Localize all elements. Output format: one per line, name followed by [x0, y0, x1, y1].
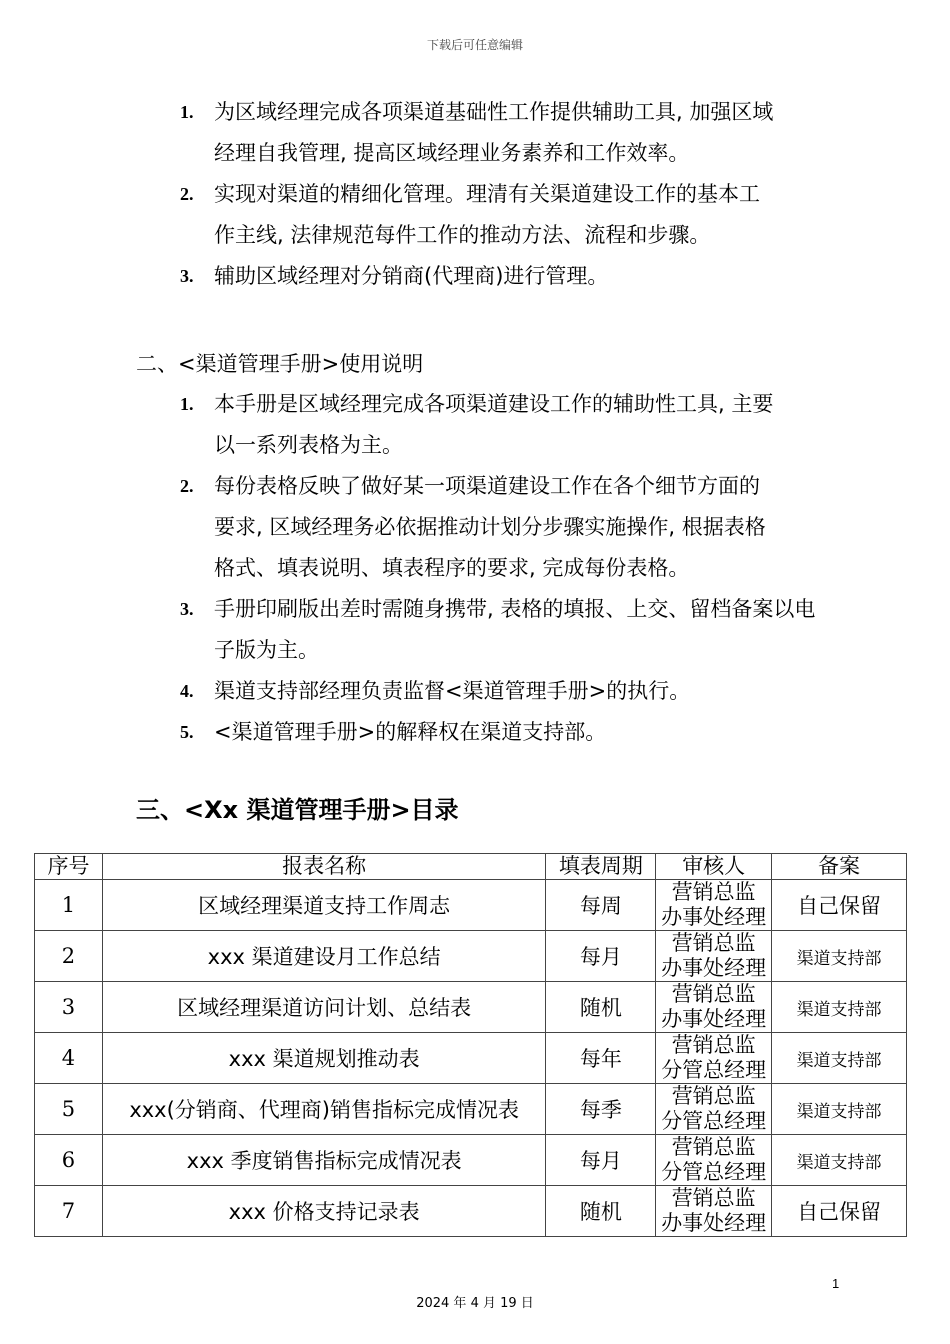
table-row [35, 1135, 907, 1186]
item-line: 渠道支持部经理负责监督<渠道管理手册>的执行。 [214, 679, 691, 703]
row-period: 每年 [546, 1033, 656, 1084]
row-name: 区域经理渠道支持工作周志 [102, 880, 545, 931]
reviewer-2: 办事处经理 [661, 1007, 767, 1031]
reviewer-2: 办事处经理 [661, 1211, 767, 1235]
item-line: 每份表格反映了做好某一项渠道建设工作在各个细节方面的 [214, 474, 760, 498]
row-reviewer [656, 931, 772, 982]
reviewer-2: 办事处经理 [661, 956, 767, 980]
row-name: xxx 价格支持记录表 [102, 1186, 545, 1237]
item-line: 以一系列表格为主。 [214, 433, 403, 457]
row-record: 渠道支持部 [772, 1033, 907, 1084]
header-no: 序号 [35, 854, 103, 880]
item-line: 辅助区域经理对分销商(代理商)进行管理。 [214, 264, 609, 288]
row-record: 自己保留 [772, 1186, 907, 1237]
page-number: 1 [832, 1276, 840, 1291]
item-line: 实现对渠道的精细化管理。理清有关渠道建设工作的基本工 [214, 182, 760, 206]
item-number: 3. [180, 266, 194, 286]
reviewer-1: 营销总监 [671, 982, 756, 1006]
item-line: 手册印刷版出差时需随身携带, 表格的填报、上交、留档备案以电 [214, 597, 816, 621]
row-record: 自己保留 [772, 880, 907, 931]
section-2-title: 二、<渠道管理手册>使用说明 [136, 352, 424, 376]
row-period: 随机 [546, 1186, 656, 1237]
row-period: 每周 [546, 880, 656, 931]
row-record: 渠道支持部 [772, 1135, 907, 1186]
item-number: 1. [180, 102, 194, 122]
list-item [180, 589, 880, 671]
list-item [180, 384, 880, 466]
row-record: 渠道支持部 [772, 931, 907, 982]
item-line: 为区域经理完成各项渠道基础性工作提供辅助工具, 加强区域 [214, 100, 774, 124]
row-reviewer [656, 880, 772, 931]
row-reviewer [656, 1084, 772, 1135]
row-period: 随机 [546, 982, 656, 1033]
row-period: 每月 [546, 931, 656, 982]
list-item [180, 174, 880, 256]
table-row [35, 1084, 907, 1135]
row-name: xxx 季度销售指标完成情况表 [102, 1135, 545, 1186]
table-row [35, 1033, 907, 1084]
item-number: 5. [180, 722, 194, 742]
item-line: <渠道管理手册>的解释权在渠道支持部。 [214, 720, 607, 744]
row-no: 5 [35, 1084, 103, 1135]
page-header: 下载后可任意编辑 [426, 38, 523, 52]
reviewer-1: 营销总监 [671, 1084, 756, 1108]
row-no: 7 [35, 1186, 103, 1237]
reviewer-2: 办事处经理 [661, 905, 767, 929]
directory-table [34, 853, 907, 1237]
row-period: 每季 [546, 1084, 656, 1135]
row-reviewer [656, 1186, 772, 1237]
item-line: 经理自我管理, 提高区域经理业务素养和工作效率。 [214, 141, 690, 165]
row-reviewer [656, 1135, 772, 1186]
page-footer-date: 2024 年 4 月 19 日 [416, 1296, 534, 1311]
reviewer-1: 营销总监 [671, 1135, 756, 1159]
list-item [180, 671, 880, 712]
reviewer-2: 分管总经理 [661, 1160, 767, 1184]
item-line: 格式、填表说明、填表程序的要求, 完成每份表格。 [214, 556, 690, 580]
row-no: 2 [35, 931, 103, 982]
item-line: 作主线, 法律规范每件工作的推动方法、流程和步骤。 [214, 223, 711, 247]
header-period: 填表周期 [546, 854, 656, 880]
item-line: 子版为主。 [214, 638, 319, 662]
row-reviewer [656, 982, 772, 1033]
row-reviewer [656, 1033, 772, 1084]
list-item [180, 712, 880, 753]
reviewer-2: 分管总经理 [661, 1058, 767, 1082]
header-reviewer: 审核人 [656, 854, 772, 880]
list-item [180, 92, 880, 174]
section-3-title: 三、<Xx 渠道管理手册>目录 [136, 796, 459, 824]
table-row [35, 931, 907, 982]
row-period: 每月 [546, 1135, 656, 1186]
table-row [35, 880, 907, 931]
reviewer-1: 营销总监 [671, 1186, 756, 1210]
item-number: 2. [180, 476, 194, 496]
row-record: 渠道支持部 [772, 1084, 907, 1135]
row-no: 3 [35, 982, 103, 1033]
list-item [180, 466, 880, 589]
row-name: xxx 渠道建设月工作总结 [102, 931, 545, 982]
reviewer-2: 分管总经理 [661, 1109, 767, 1133]
row-no: 4 [35, 1033, 103, 1084]
table-header-row [35, 854, 907, 880]
usage-list [180, 384, 880, 753]
header-name: 报表名称 [102, 854, 545, 880]
table-row [35, 982, 907, 1033]
item-number: 2. [180, 184, 194, 204]
row-name: 区域经理渠道访问计划、总结表 [102, 982, 545, 1033]
row-no: 6 [35, 1135, 103, 1186]
row-name: xxx 渠道规划推动表 [102, 1033, 545, 1084]
row-record: 渠道支持部 [772, 982, 907, 1033]
reviewer-1: 营销总监 [671, 1033, 756, 1057]
reviewer-1: 营销总监 [671, 880, 756, 904]
list-item [180, 256, 880, 297]
objectives-list [180, 92, 880, 297]
item-number: 1. [180, 394, 194, 414]
table-row [35, 1186, 907, 1237]
reviewer-1: 营销总监 [671, 931, 756, 955]
item-number: 4. [180, 681, 194, 701]
item-line: 本手册是区域经理完成各项渠道建设工作的辅助性工具, 主要 [214, 392, 774, 416]
item-line: 要求, 区域经理务必依据推动计划分步骤实施操作, 根据表格 [214, 515, 766, 539]
row-no: 1 [35, 880, 103, 931]
row-name: xxx(分销商、代理商)销售指标完成情况表 [102, 1084, 545, 1135]
item-number: 3. [180, 599, 194, 619]
header-record: 备案 [772, 854, 907, 880]
